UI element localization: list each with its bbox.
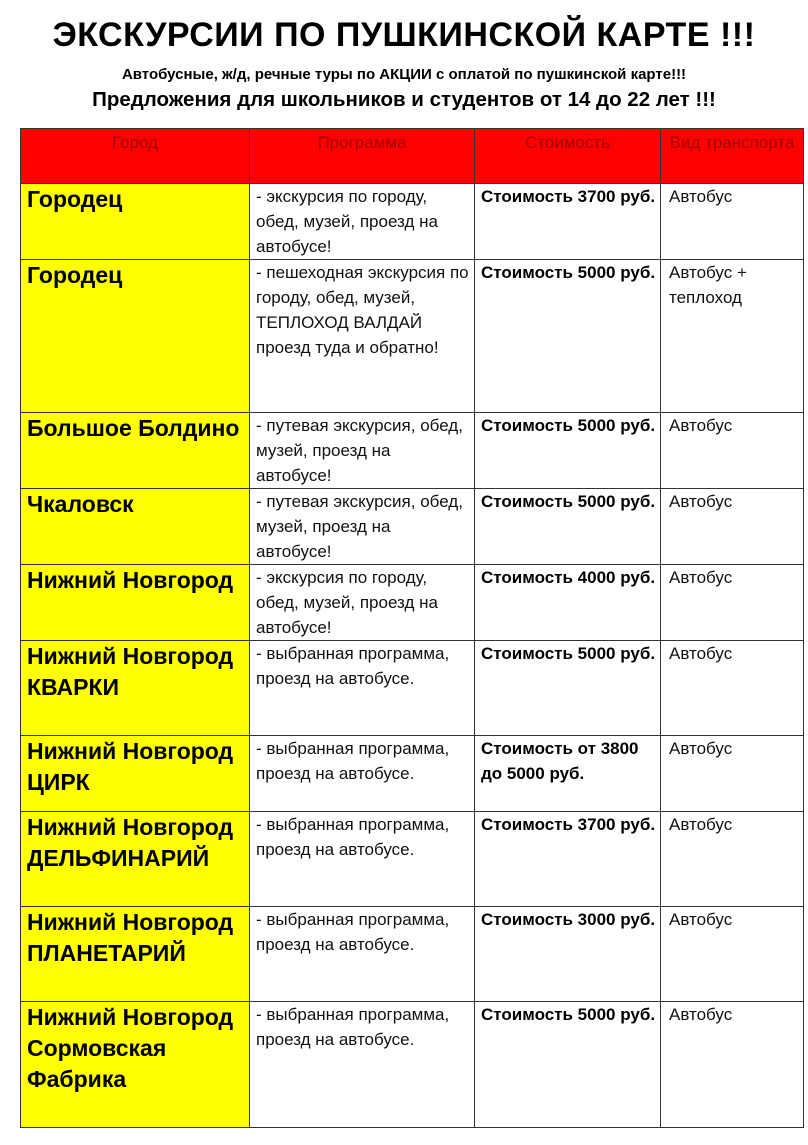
column-header-transport: Вид транспорта: [661, 129, 804, 184]
price-cell: Стоимость 5000 руб.: [475, 1002, 661, 1128]
program-cell: - выбранная программа, проезд на автобусе.: [250, 641, 475, 736]
city-cell: Нижний Новгород ЦИРК: [21, 736, 250, 812]
price-cell: Стоимость 3700 руб.: [475, 184, 661, 260]
program-cell: - выбранная программа, проезд на автобусе.: [250, 907, 475, 1002]
table-row: [21, 260, 804, 413]
price-cell: Стоимость 3000 руб.: [475, 907, 661, 1002]
transport-cell: Автобус: [661, 736, 804, 812]
program-cell: - пешеходная экскурсия по городу, обед, музей, ТЕПЛОХОД ВАЛДАЙ проезд туда и обратно!: [250, 260, 475, 413]
program-cell: - экскурсия по городу, обед, музей, проезд на автобусе!: [250, 184, 475, 260]
table-row: [21, 413, 804, 489]
transport-cell: Автобус: [661, 565, 804, 641]
page-subtitle: Автобусные, ж/д, речные туры по АКЦИИ с оплатой по пушкинской карте!!!: [121, 66, 687, 83]
city-cell: Нижний Новгород: [21, 565, 250, 641]
table-row: [21, 184, 804, 260]
page-title: ЭКСКУРСИИ ПО ПУШКИНСКОЙ КАРТЕ !!!: [52, 16, 756, 54]
column-header-program: Программа: [250, 129, 475, 184]
program-cell: - экскурсия по городу, обед, музей, проезд на автобусе!: [250, 565, 475, 641]
transport-cell: Автобус: [661, 1002, 804, 1128]
city-cell: Городец: [21, 260, 250, 413]
transport-cell: Автобус: [661, 489, 804, 565]
program-cell: - выбранная программа, проезд на автобусе.: [250, 1002, 475, 1128]
city-cell: Нижний Новгород ДЕЛЬФИНАРИЙ: [21, 812, 250, 907]
page-subtitle-audience: Предложения для школьников и студентов от 14 до 22 лет !!!: [92, 88, 716, 111]
table-row: [21, 565, 804, 641]
price-cell: Стоимость 5000 руб.: [475, 489, 661, 565]
table-row: [21, 489, 804, 565]
transport-cell: Автобус + теплоход: [661, 260, 804, 413]
table-row: [21, 907, 804, 1002]
price-cell: Стоимость 3700 руб.: [475, 812, 661, 907]
tours-table: [20, 128, 804, 1128]
city-cell: Нижний Новгород КВАРКИ: [21, 641, 250, 736]
price-cell: Стоимость 4000 руб.: [475, 565, 661, 641]
column-header-price: Стоимость: [475, 129, 661, 184]
table-row: [21, 1002, 804, 1128]
price-cell: Стоимость 5000 руб.: [475, 641, 661, 736]
transport-cell: Автобус: [661, 812, 804, 907]
price-cell: Стоимость 5000 руб.: [475, 260, 661, 413]
program-cell: - выбранная программа, проезд на автобусе.: [250, 736, 475, 812]
city-cell: Городец: [21, 184, 250, 260]
transport-cell: Автобус: [661, 413, 804, 489]
city-cell: Нижний Новгород Сормовская Фабрика: [21, 1002, 250, 1128]
transport-cell: Автобус: [661, 641, 804, 736]
table-row: [21, 641, 804, 736]
column-header-city: Город: [21, 129, 250, 184]
transport-cell: Автобус: [661, 184, 804, 260]
city-cell: Нижний Новгород ПЛАНЕТАРИЙ: [21, 907, 250, 1002]
table-row: [21, 812, 804, 907]
program-cell: - выбранная программа, проезд на автобусе.: [250, 812, 475, 907]
city-cell: Большое Болдино: [21, 413, 250, 489]
transport-cell: Автобус: [661, 907, 804, 1002]
program-cell: - путевая экскурсия, обед, музей, проезд на автобусе!: [250, 413, 475, 489]
price-cell: Стоимость 5000 руб.: [475, 413, 661, 489]
price-cell: Стоимость от 3800 до 5000 руб.: [475, 736, 661, 812]
program-cell: - путевая экскурсия, обед, музей, проезд на автобусе!: [250, 489, 475, 565]
table-header-row: [21, 129, 804, 184]
table-row: [21, 736, 804, 812]
city-cell: Чкаловск: [21, 489, 250, 565]
